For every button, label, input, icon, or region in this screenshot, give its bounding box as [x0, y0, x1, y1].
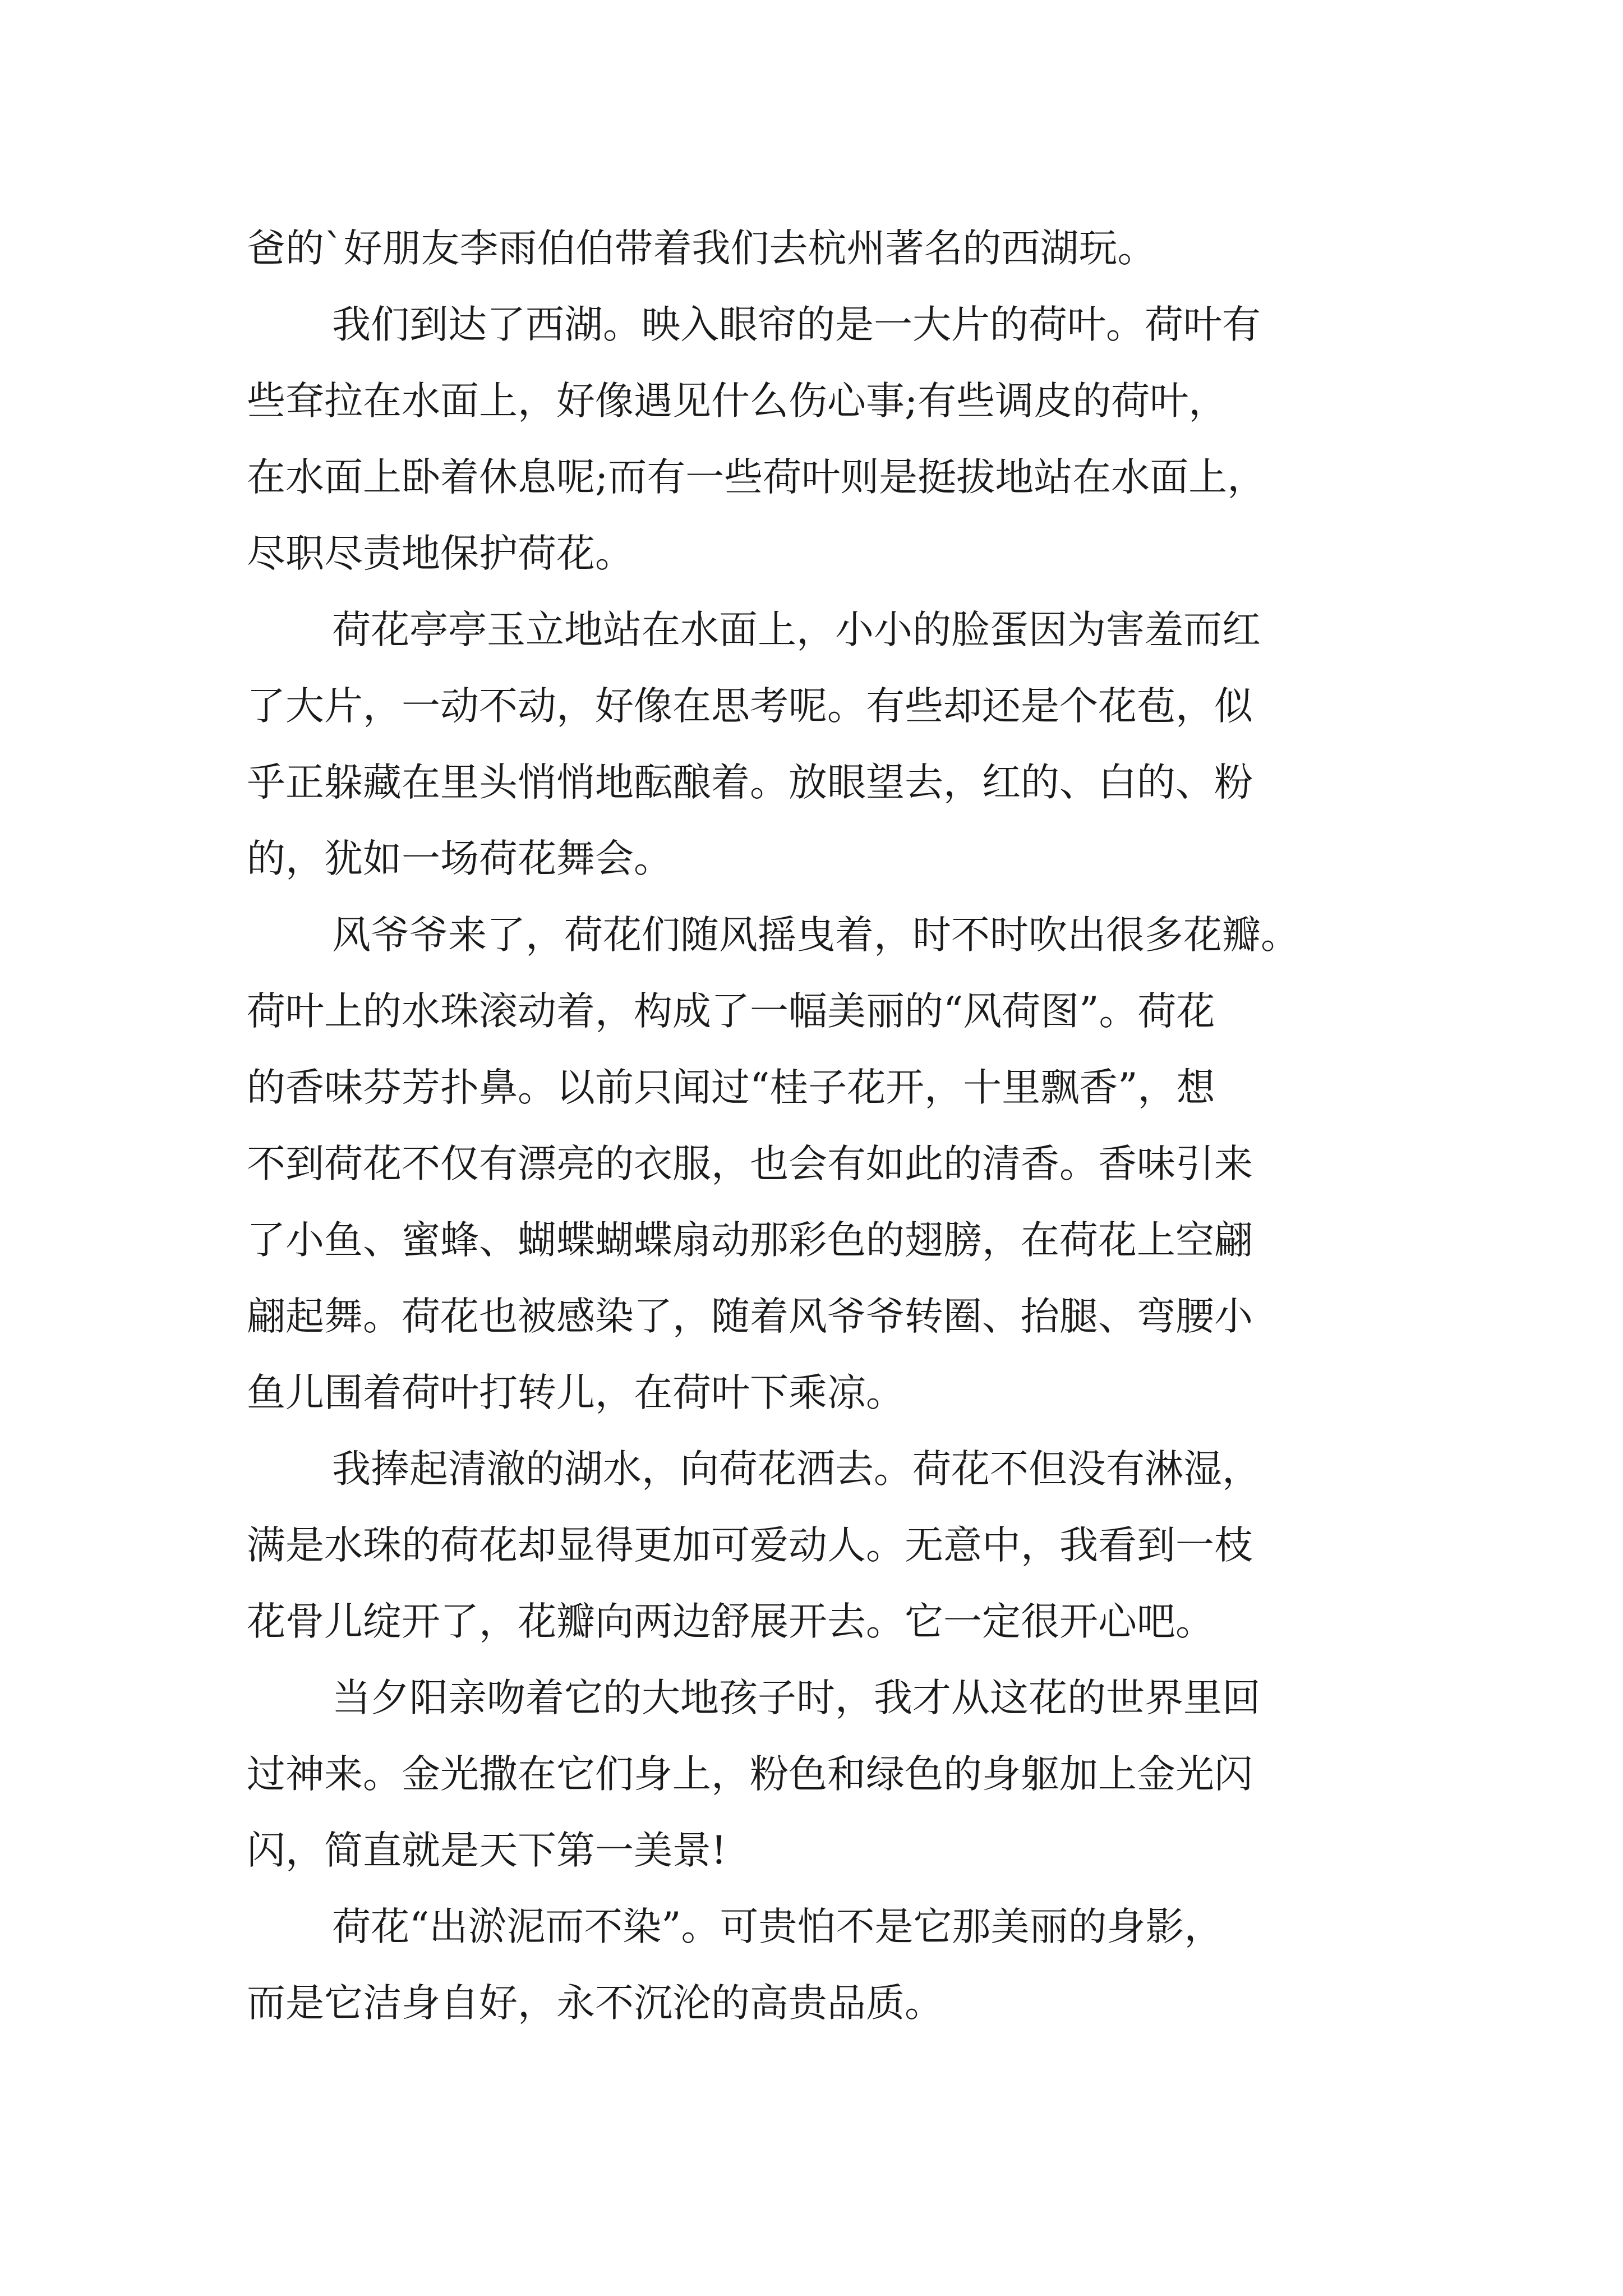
essay-body: [247, 210, 1391, 2041]
text-line: 闪，简直就是天下第一美景!: [247, 1828, 727, 1873]
text-line: 的香味芬芳扑鼻。以前只闻过“桂子花开，十里飘香”，想: [247, 1065, 1215, 1110]
paragraph-3: [247, 592, 1391, 897]
text-line: 不到荷花不仅有漂亮的衣服，也会有如此的清香。香味引来: [247, 1142, 1253, 1186]
paragraph-1: [247, 210, 1391, 287]
text-line: 了大片，一动不动，好像在思考呢。有些却还是个花苞，似: [247, 684, 1253, 729]
text-line: 爸的`好朋友李雨伯伯带着我们去杭州著名的西湖玩。: [247, 226, 1156, 271]
text-line: 过神来。金光撒在它们身上，粉色和绿色的身躯加上金光闪: [247, 1752, 1253, 1797]
text-line: 风爷爷来了，荷花们随风摇曳着，时不时吹出很多花瓣。: [332, 913, 1299, 958]
paragraph-4: [247, 897, 1391, 1431]
text-line: 了小鱼、蜜蜂、蝴蝶蝴蝶扇动那彩色的翅膀，在荷花上空翩: [247, 1218, 1253, 1263]
text-line: 尽职尽责地保护荷花。: [247, 531, 634, 576]
text-line: 些耷拉在水面上，好像遇见什么伤心事;有些调皮的荷叶，: [247, 379, 1228, 424]
text-line: 荷花“出淤泥而不染”。可贵怕不是它那美丽的身影，: [332, 1904, 1223, 1949]
text-line: 而是它洁身自好，永不沉沦的高贵品质。: [247, 1981, 943, 2026]
text-line: 满是水珠的荷花却显得更加可爱动人。无意中，我看到一枝: [247, 1523, 1253, 1568]
text-line: 的，犹如一场荷花舞会。: [247, 836, 672, 881]
text-line: 我捧起清澈的湖水，向荷花洒去。荷花不但没有淋湿，: [332, 1447, 1261, 1492]
text-line: 荷叶上的水珠滚动着，构成了一幅美丽的“风荷图”。荷花: [247, 989, 1215, 1034]
text-line: 鱼儿围着荷叶打转儿，在荷叶下乘凉。: [247, 1370, 905, 1415]
paragraph-2: [247, 287, 1391, 592]
text-line: 花骨儿绽开了，花瓣向两边舒展开去。它一定很开心吧。: [247, 1599, 1214, 1644]
text-line: 乎正躲藏在里头悄悄地酝酿着。放眼望去，红的、白的、粉: [247, 760, 1253, 805]
paragraph-5: [247, 1431, 1391, 1660]
text-line: 翩起舞。荷花也被感染了，随着风爷爷转圈、抬腿、弯腰小: [247, 1294, 1253, 1339]
paragraph-6: [247, 1660, 1391, 1889]
text-line: 当夕阳亲吻着它的大地孩子时，我才从这花的世界里回: [332, 1676, 1261, 1720]
text-line: 荷花亭亭玉立地站在水面上，小小的脸蛋因为害羞而红: [332, 608, 1261, 652]
text-line: 我们到达了西湖。映入眼帘的是一大片的荷叶。荷叶有: [332, 302, 1261, 347]
text-line: 在水面上卧着休息呢;而有一些荷叶则是挺拔地站在水面上，: [247, 455, 1266, 500]
paragraph-7: [247, 1889, 1391, 2041]
